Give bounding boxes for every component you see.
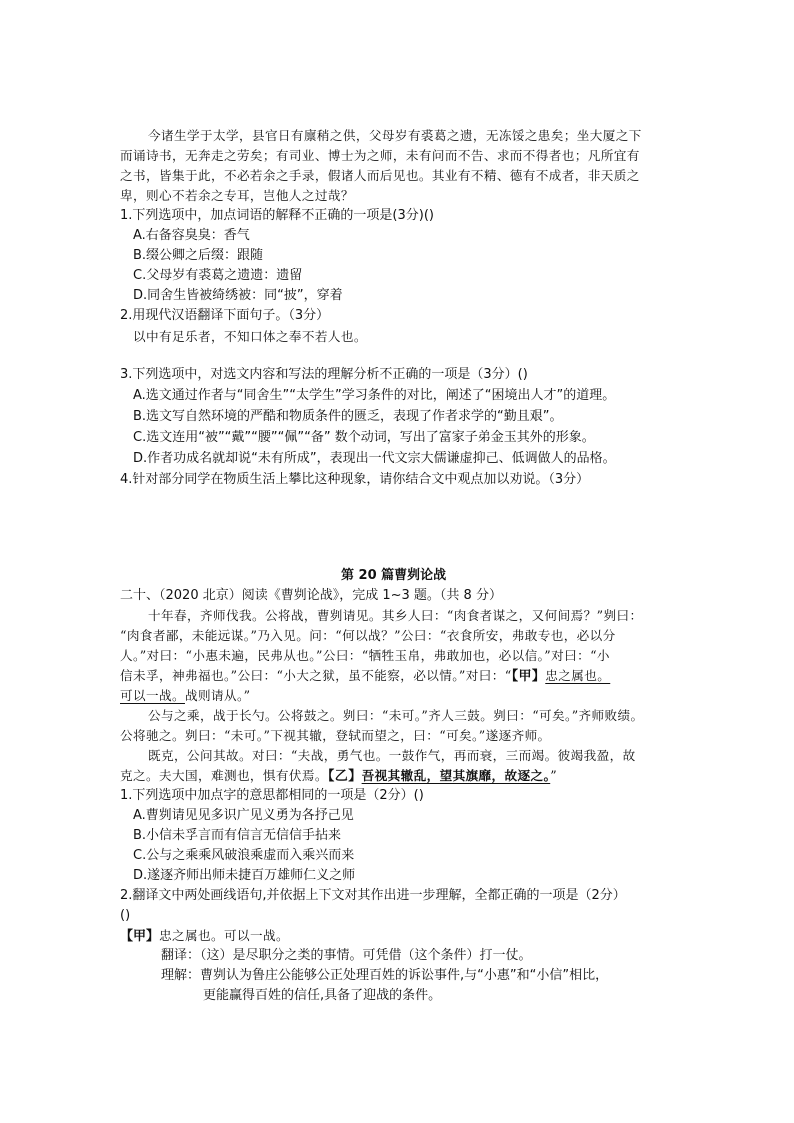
jia-underlined-a: 忠之属也。 (545, 668, 611, 683)
para1-line-4-text: 信未孚，神弗福也。”公曰：“小大之狱，虽不能察，必以情。”对曰：“ (120, 668, 512, 683)
q3-option-b: B.选文写自然环境的严酷和物质条件的匮乏，表现了作者求学的“勤且艰”。 (133, 409, 563, 424)
para1-line-2: “肉食者鄙，未能远谋。”乃入见。问：“何以战？”公曰：“衣食所安，弗敢专也，必以分 (120, 628, 616, 643)
jia-label: 【甲】 (511, 669, 546, 684)
s2q2-understand-line (161, 966, 608, 986)
s2q2-jia-line (120, 926, 289, 947)
para1-line-5 (120, 686, 250, 706)
yi-underlined: 吾视其辙乱，望其旗靡，故逐之。 (361, 768, 551, 783)
q1-option-d: D.同舍生皆被绮绣被：同“披”，穿着 (133, 288, 343, 303)
para2-line-1: 公与之乘，战于长勺。公将鼓之。刿曰：“未可。”齐人三鼓。刿曰：“可矣。”齐师败绩。 (148, 708, 644, 723)
section2-intro: 二十、（2020 北京）阅读《曹刿论战》，完成 1~3 题。（共 8 分） (120, 588, 502, 603)
q4-stem: 4.针对部分同学在物质生活上攀比这种现象，请你结合文中观点加以劝说。（3分） (120, 472, 590, 487)
q3-option-a: A.选文通过作者与“同舍生”“太学生”学习条件的对比，阐述了“困境出人才”的道理。 (133, 388, 616, 403)
s2q2-paren: () (120, 908, 131, 923)
yi-label: 【乙】 (327, 769, 362, 784)
passage1-line-3: 之书，皆集于此，不必若余之手录，假诸人而后见也。其业有不精、德有不成者，非天质之 (120, 168, 640, 183)
s2q1-option-b: B.小信未孚言而有信言无信信手拈来 (133, 828, 342, 843)
q3-option-d: D.作者功成名就却说“未有所成”，表现出一代文宗大儒谦虚抑己、低调做人的品格。 (133, 451, 616, 466)
s2q2-jia-quote: 忠之属也。可以一战。 (159, 928, 289, 943)
s2q2-stem: 2.翻译文中两处画线语句,并依据上下文对其作出进一步理解，全都正确的一项是（2分） (120, 888, 626, 903)
q1-option-a: A.右备容臭臭：香气 (133, 228, 250, 243)
s2q2-translate-line (161, 946, 532, 966)
para3-line-2-text: 克之。夫大国，难测也，惧有伏焉。 (120, 768, 328, 783)
jia-tail: 战则请从。” (184, 688, 251, 703)
para2-line-2: 公将驰之。刿曰：“未可。”下视其辙，登轼而望之，曰：“可矣。”遂逐齐师。 (120, 728, 551, 743)
yi-tail: ” (550, 768, 558, 783)
q2-sentence: 以中有足乐者，不知口体之奉不若人也。 (133, 329, 367, 344)
understand-label: 理解： (161, 968, 201, 983)
passage1-line-2: 而诵诗书，无奔走之劳矣；有司业、博士为之师，未有问而不告、求而不得者也；凡所宜有 (120, 148, 640, 163)
understand-text-1: 曹刿认为鲁庄公能够公正处理百姓的诉讼事件,与“小惠”和“小信”相比， (200, 968, 609, 983)
jia-underlined-b: 可以一战。 (120, 688, 185, 703)
s2q1-stem: 1.下列选项中加点字的意思都相同的一项是（2分）() (120, 788, 424, 803)
para1-line-4 (120, 666, 610, 687)
para3-line-2 (120, 766, 557, 787)
section2-title: 第 20 篇曹刿论战 (341, 568, 447, 583)
q3-stem: 3.下列选项中，对选文内容和写法的理解分析不正确的一项是（3分）() (120, 367, 528, 382)
s2q1-option-a: A.曹刿请见见多识广见义勇为各抒己见 (133, 808, 354, 823)
q1-option-c: C.父母岁有裘葛之遗遗：遗留 (133, 268, 303, 283)
translate-text: （这）是尽职分之类的事情。可凭借（这个条件）打一仗。 (200, 948, 532, 963)
s2q1-option-d: D.遂逐齐师出师未捷百万雄师仁义之师 (133, 868, 356, 883)
para3-line-1: 既克，公问其故。对曰：“夫战，勇气也。一鼓作气，再而衰，三而竭。彼竭我盈，故 (148, 748, 636, 763)
s2q2-jia-label: 【甲】 (120, 929, 160, 944)
q1-stem: 1.下列选项中，加点词语的解释不正确的一项是(3分)() (120, 208, 434, 223)
para1-line-3: 人。”对曰：“小惠未遍，民弗从也。”公曰：“牺牲玉帛，弗敢加也，必以信。”对曰：“小 (120, 648, 610, 663)
para1-line-1: 十年春，齐师伐我。公将战，曹刿请见。其乡人曰：“肉食者谋之，又何间焉？”刿曰： (148, 608, 643, 623)
translate-label: 翻译： (161, 948, 201, 963)
q1-option-b: B.缀公卿之后缀：跟随 (133, 248, 264, 263)
q2-stem: 2.用现代汉语翻译下面句子。（3分） (120, 308, 330, 323)
understand-text-2: 更能赢得百姓的信任,具备了迎战的条件。 (203, 988, 442, 1003)
passage1-line-4: 卑，则心不若余之专耳，岂他人之过哉？ (120, 188, 354, 203)
passage1-line-1: 今诸生学于太学，县官日有廪稍之供，父母岁有裘葛之遗，无冻馁之患矣；坐大厦之下 (148, 128, 642, 143)
s2q1-option-c: C.公与之乘乘风破浪乘虚而入乘兴而来 (133, 848, 355, 863)
q3-option-c: C.选文连用“被”“戴”“腰”“佩”“备” 数个动词，写出了富家子弟金玉其外的形象。 (133, 430, 595, 445)
